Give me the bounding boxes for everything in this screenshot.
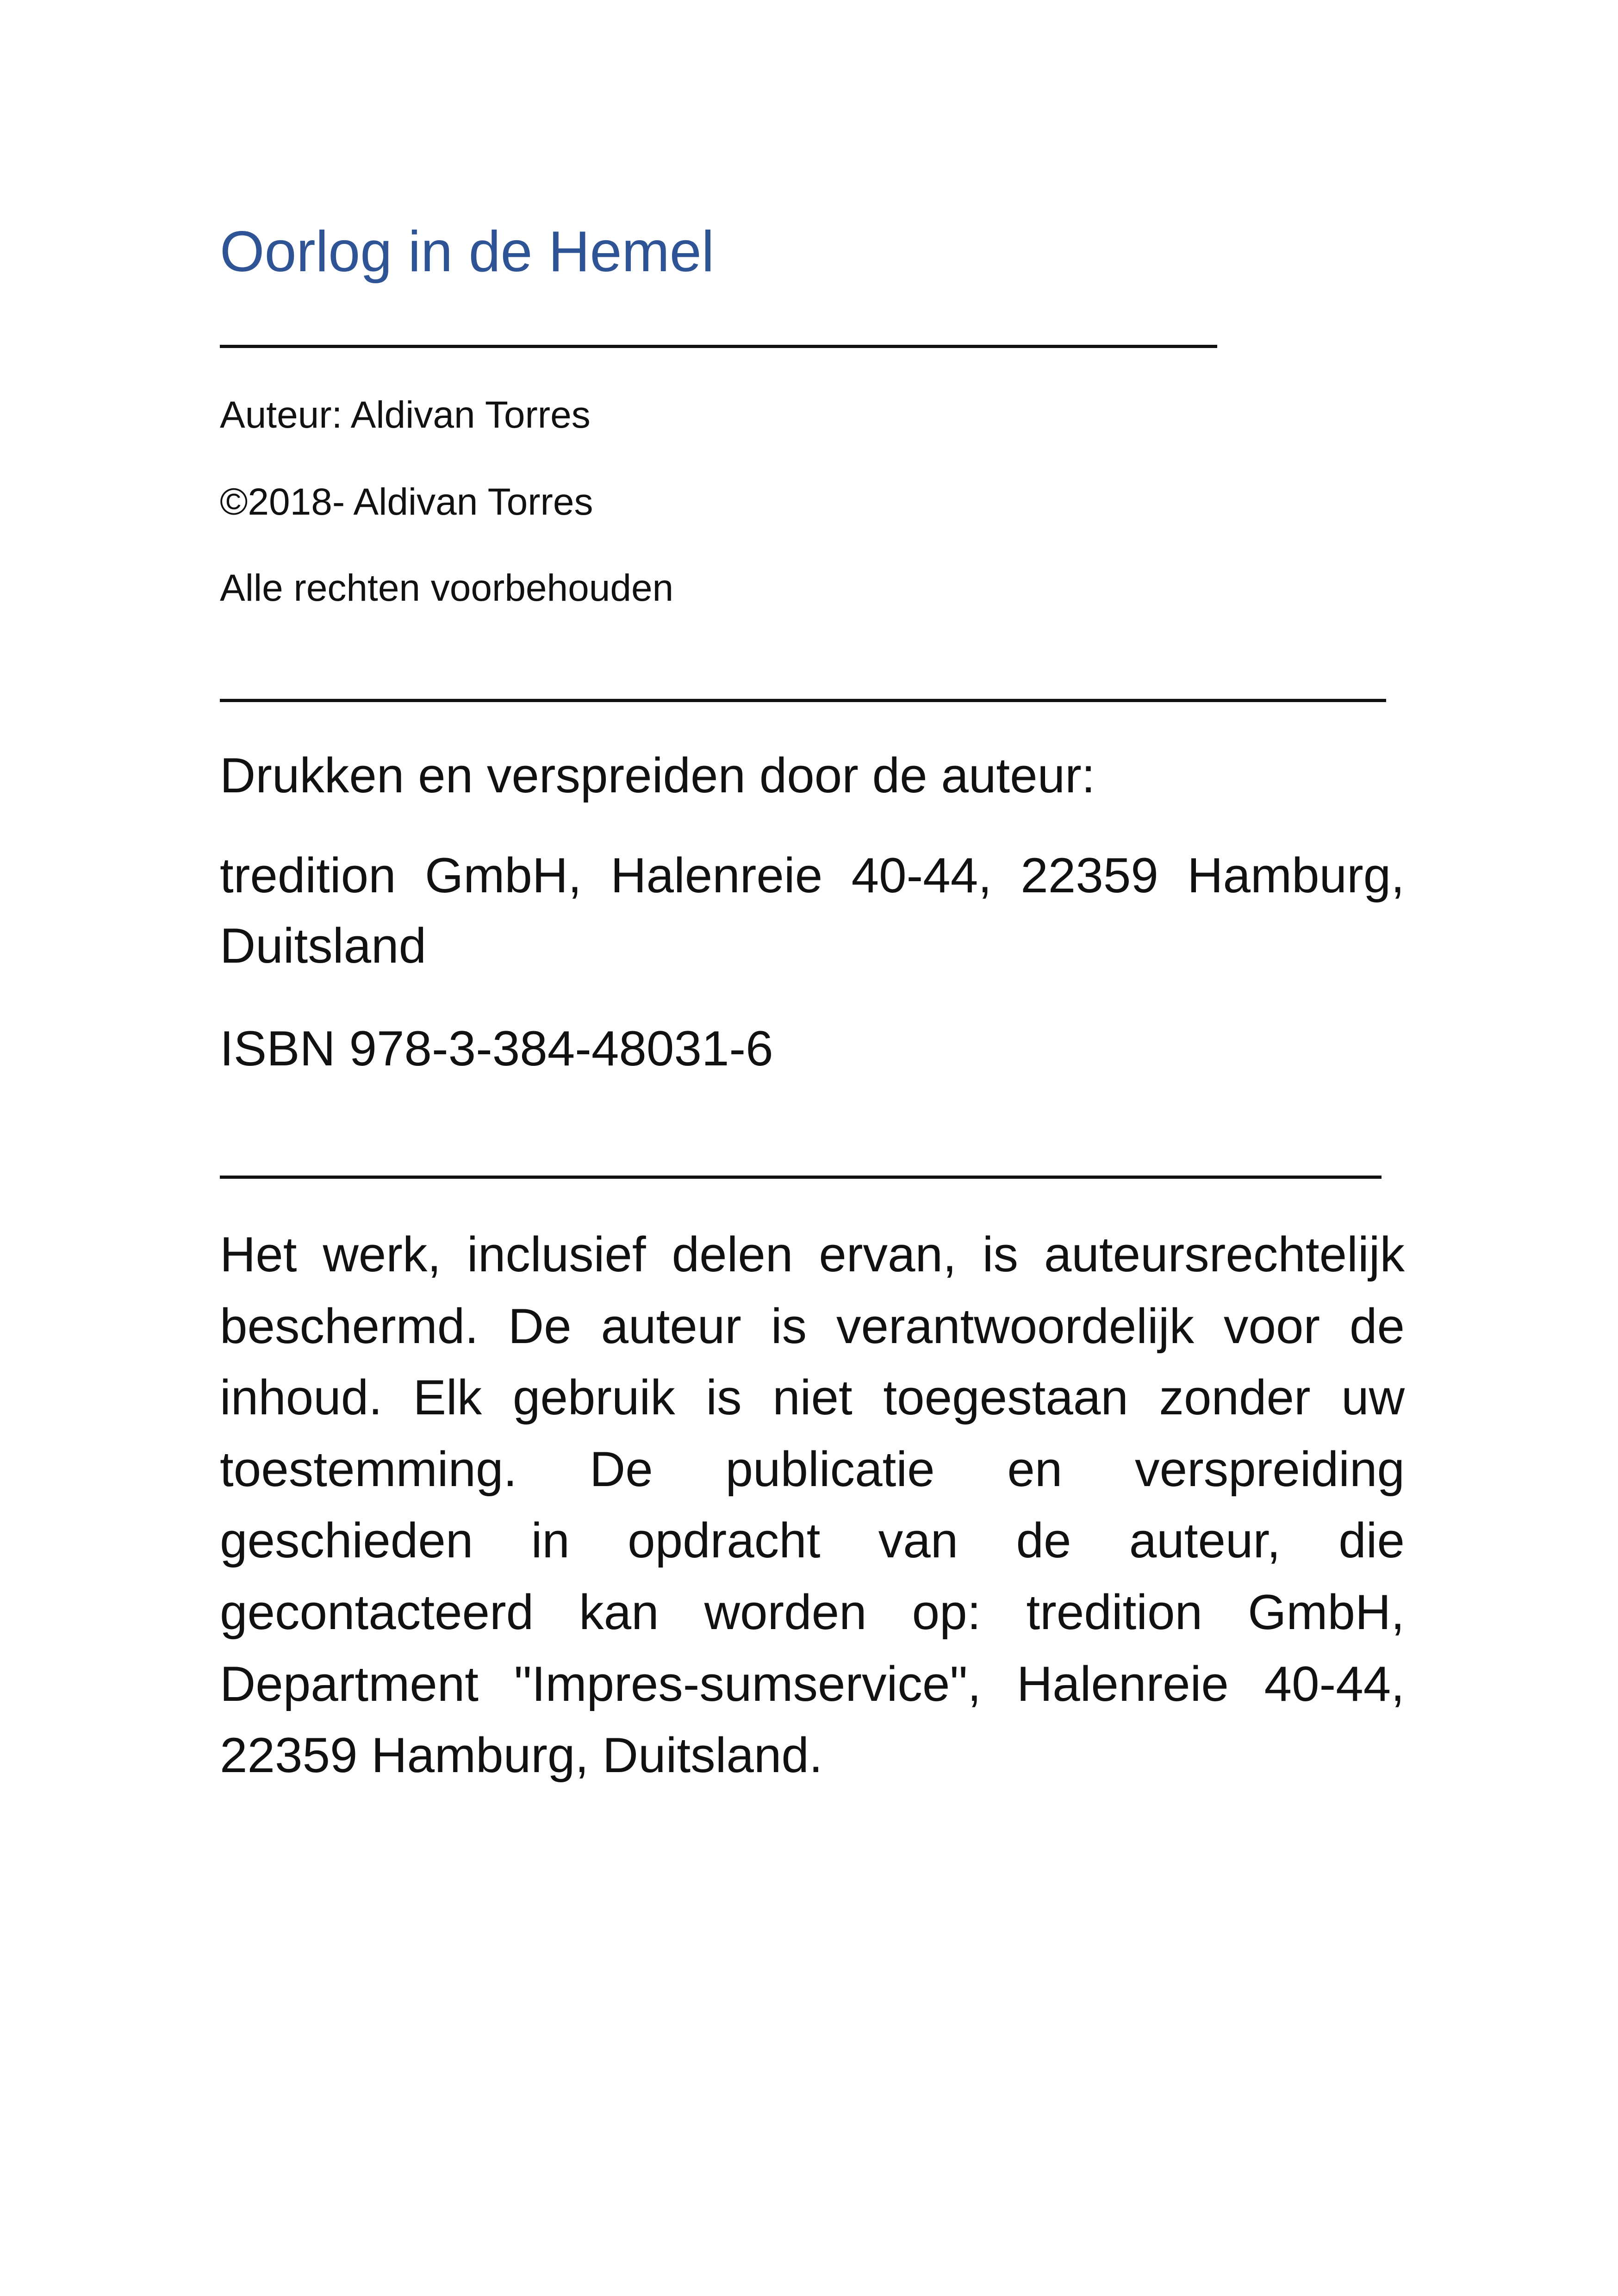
page-title: Oorlog in de Hemel: [220, 220, 715, 284]
copyright-line: ©2018- Aldivan Torres: [220, 481, 593, 523]
isbn-line: ISBN 978-3-384-48031-6: [220, 1020, 773, 1076]
rights-line: Alle rechten voorbehouden: [220, 567, 674, 609]
metadata-divider: [220, 699, 1386, 702]
printed-by-heading: Drukken en verspreiden door de auteur:: [220, 747, 1095, 803]
author-line: Auteur: Aldivan Torres: [220, 394, 591, 436]
legal-notice: Het werk, inclusief delen ervan, is auteursrechtelijk beschermd. De auteur is verantwoordelijk voor de inhoud. Elk gebruik is niet toegestaan zonder uw toestemming. De publicatie en verspreiding geschieden in opdracht van de auteur, die gecontacteerd kan worden op: tredition GmbH, Department "Impres-sumservice", Halenreie 40-44, 22359 Hamburg, Duitsland.: [220, 1226, 1405, 1783]
title-divider: [220, 345, 1217, 348]
legal-divider: [220, 1176, 1382, 1179]
publisher-address: tredition GmbH, Halenreie 40-44, 22359 Hamburg, Duitsland: [220, 847, 1405, 973]
